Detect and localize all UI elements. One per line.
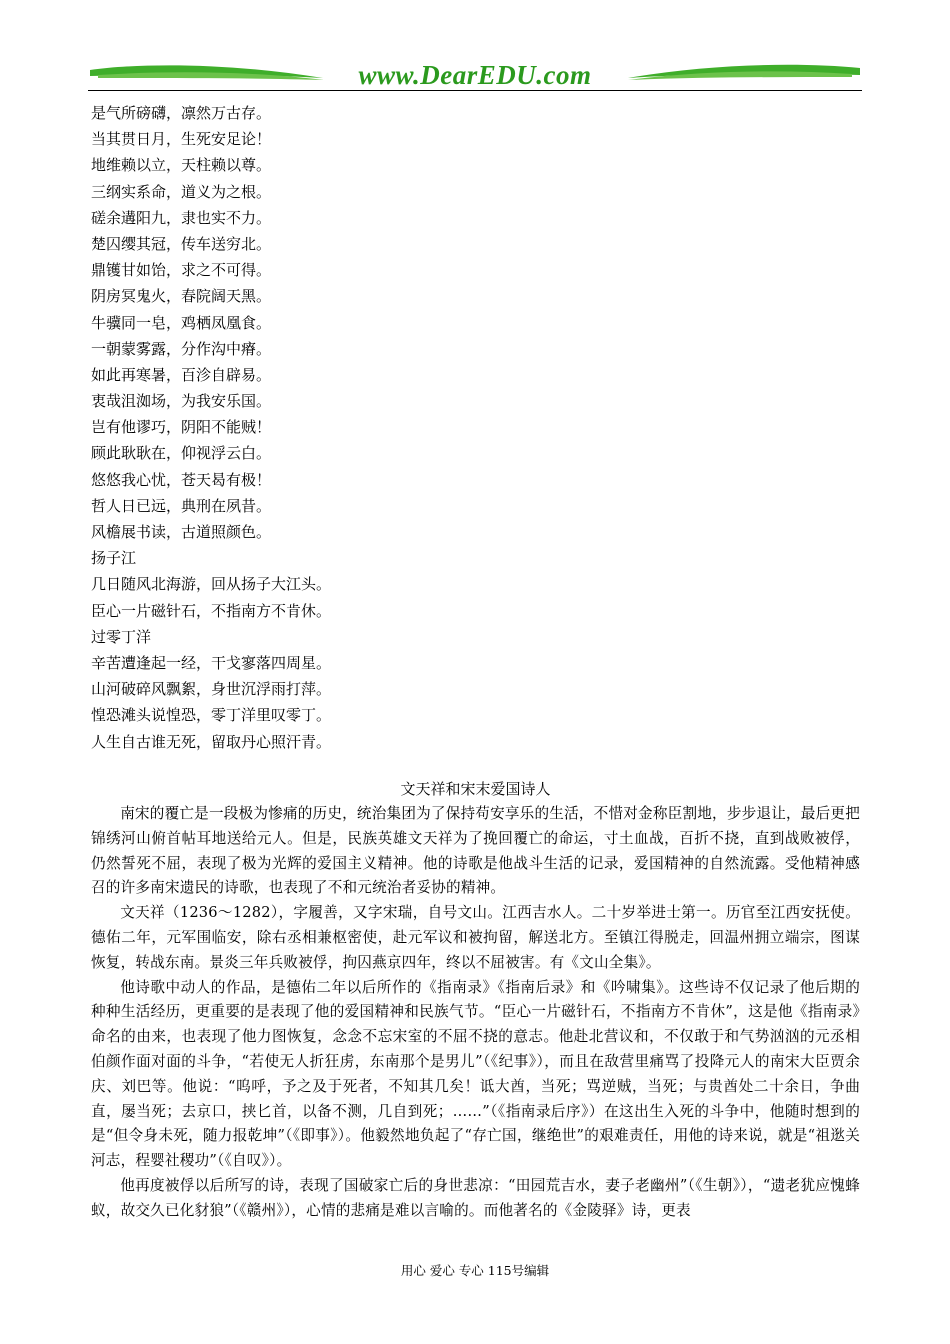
article-title: 文天祥和宋末爱国诗人 <box>400 780 551 798</box>
poem-block <box>91 100 791 755</box>
site-logo[interactable]: www.DearEDU.com <box>358 60 592 90</box>
poem-line: 悠悠我心忧，苍天曷有极！ <box>91 470 272 489</box>
poem-line: 人生自古谁无死，留取丹心照汗青。 <box>91 732 332 751</box>
poem-line: 惶恐滩头说惶恐，零丁洋里叹零丁。 <box>91 706 332 725</box>
article <box>91 776 860 1224</box>
poem-line: 顾此耿耿在，仰视浮云白。 <box>91 444 272 463</box>
article-paragraph: 他再度被俘以后所写的诗，表现了国破家亡后的身世悲凉：“田园荒吉水，妻子老幽州”（《生朝》），“遗老犹应愧蜂蚁，故交久已化豺狼”（《赣州》），心情的悲痛是难以言喻的。而他著名的《金陵驿》诗，更表 <box>91 1176 860 1219</box>
poem-line: 岂有他谬巧，阴阳不能贼！ <box>91 418 272 437</box>
poem-line: 哲人日已远，典刑在夙昔。 <box>91 496 272 515</box>
poem-line: 磋余遘阳九，隶也实不力。 <box>91 208 272 227</box>
poem-line: 风檐展书读，古道照颜色。 <box>91 523 272 541</box>
poem-title-lingdingyang: 过零丁洋 <box>91 627 152 646</box>
poem-title-yangzijiang: 扬子江 <box>91 549 137 568</box>
poem-line: 衷哉沮洳场，为我安乐国。 <box>91 392 272 411</box>
article-paragraph: 南宋的覆亡是一段极为惨痛的历史，统治集团为了保持苟安享乐的生活，不惜对金称臣割地，步步退让，最后更把锦绣河山俯首帖耳地送给元人。但是，民族英雄文天祥为了挽回覆亡的命运，寸土血战，百折不挠，直到战败被俘，仍然誓死不屈，表现了极为光辉的爱国主义精神。他的诗歌是他战斗生活的记录，爱国精神的自然流露。受他精神感召的许多南宋遗民的诗歌，也表现了不和元统治者妥协的精神。 <box>91 805 860 897</box>
poem-line: 几日随风北海游，回从扬子大江头。 <box>91 575 332 594</box>
poem-line: 鼎镬甘如饴，求之不可得。 <box>91 261 272 280</box>
poem-line: 阴房冥鬼火，春院阔天黑。 <box>91 287 272 306</box>
poem-line: 楚囚缨其冠，传车送穷北。 <box>91 234 272 253</box>
poem-line: 当其贯日月，生死安足论！ <box>91 130 272 149</box>
poem-line: 如此再寒暑，百沴自辟易。 <box>91 365 272 384</box>
poem-line: 臣心一片磁针石，不指南方不肯休。 <box>91 601 332 620</box>
poem-line: 一朝蒙雾露，分作沟中瘠。 <box>91 339 272 358</box>
poem-line: 三纲实系命，道义为之根。 <box>91 182 272 201</box>
poem-line: 牛骥同一皂，鸡栖凤凰食。 <box>91 313 272 332</box>
poem-line: 地维赖以立，天柱赖以尊。 <box>91 156 272 175</box>
poem-line: 山河破碎风飘絮，身世沉浮雨打萍。 <box>91 680 332 699</box>
site-header <box>88 56 862 96</box>
poem-line: 辛苦遭逢起一经，干戈寥落四周星。 <box>91 653 332 672</box>
poem-line: 是气所磅礴，凛然万古存。 <box>91 104 272 122</box>
article-paragraph: 文天祥（1236～1282），字履善，又字宋瑞，自号文山。江西吉水人。二十岁举进士第一。历官至江西安抚使。德佑二年，元军围临安，除右丞相兼枢密使，赴元军议和被拘留，解送北方。至镇江得脱走，回温州拥立端宗，图谋恢复，转战东南。景炎三年兵败被俘，拘囚燕京四年，终以不屈被害。有《文山全集》。 <box>91 904 860 971</box>
header-divider <box>88 90 862 91</box>
page-footer: 用心 爱心 专心 115号编辑 <box>400 1263 550 1278</box>
article-paragraph: 他诗歌中动人的作品，是德佑二年以后所作的《指南录》《指南后录》和《吟啸集》。这些诗不仅记录了他后期的种种生活经历，更重要的是表现了他的爱国精神和民族气节。“臣心一片磁针石，不指南方不肯休”，这是他《指南录》命名的由来，也表现了他力图恢复，念念不忘宋室的不屈不挠的意志。他赴北营议和，不仅敢于和气势汹汹的元丞相伯颜作面对面的斗争，“若使无人折狂虏，东南那个是男儿”（《纪事》），而且在敌营里痛骂了投降元人的南宋大臣贾余庆、刘巴等。他说：“呜呼，予之及于死者，不知其几矣！诋大酋，当死；骂逆贼，当死；与贵酋处二十余日，争曲直，屡当死；去京口，挟匕首，以备不测，几自到死；……”（《指南录后序》）在这出生入死的斗争中，他随时想到的是“但令身未死，随力报乾坤”（《即事》）。他毅然地负起了“存亡国，继绝世”的艰难责任，用他的诗来说，就是“祖逖关河志，程婴社稷功”（《自叹》）。 <box>91 978 860 1170</box>
